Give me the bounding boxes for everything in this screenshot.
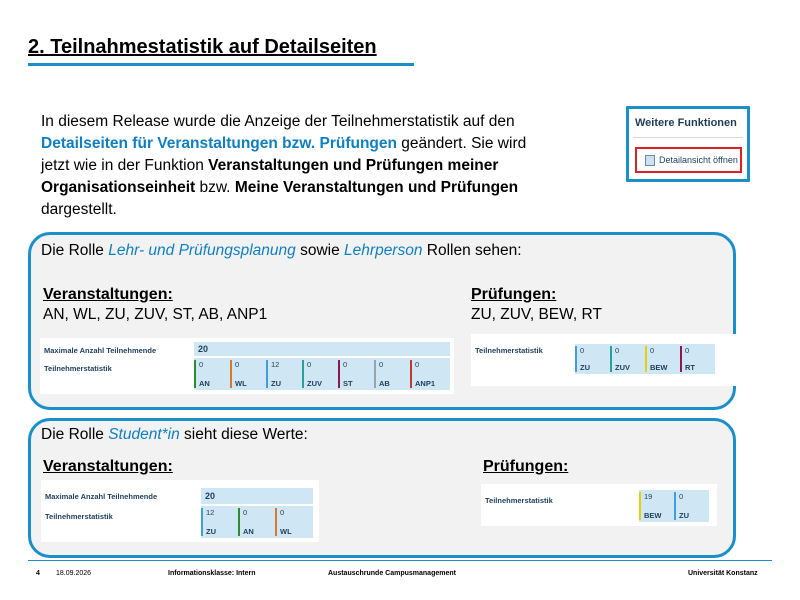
stat-value: 0 (199, 360, 204, 369)
stat-value: 0 (415, 360, 420, 369)
stat-cell-an (238, 506, 275, 538)
stat-color-bar (374, 360, 376, 388)
stat-code: ZU (271, 379, 281, 388)
stat-code: ZUV (615, 363, 630, 372)
max-participants-value: 20 (198, 344, 209, 354)
stat-color-bar (680, 346, 682, 372)
stat-color-bar (410, 360, 412, 388)
stat-value: 0 (685, 346, 690, 355)
intro-line-1: In diesem Release wurde die Anzeige der Teilnehmerstatistik auf den (41, 113, 515, 130)
stat-color-bar (266, 360, 268, 388)
role-text: Die Rolle (41, 426, 109, 443)
stat-cell-st (338, 358, 374, 390)
stat-color-bar (275, 508, 277, 536)
pruefung-stat-card (481, 484, 717, 526)
role-sentence (41, 242, 522, 260)
stat-code: ST (343, 379, 353, 388)
detailansicht-label: Detailansicht öffnen (659, 155, 738, 165)
pruefungen-codes: ZU, ZUV, BEW, RT (471, 306, 602, 323)
title-underline (28, 63, 414, 66)
veranstaltungen-heading: Veranstaltungen: (43, 286, 173, 303)
stat-value: 19 (644, 492, 653, 501)
stat-code: ZU (580, 363, 590, 372)
pruefungen-heading: Prüfungen: (471, 286, 557, 303)
role-name-lehrperson: Lehrperson (344, 242, 423, 259)
stat-color-bar (238, 508, 240, 536)
stat-cell-wl (275, 506, 312, 538)
role-name-planung: Lehr- und Prüfungsplanung (108, 242, 296, 259)
participant-stats-cells (194, 358, 450, 390)
stat-value: 12 (206, 508, 215, 517)
stat-color-bar (201, 508, 203, 536)
stat-value: 0 (243, 508, 248, 517)
stat-code: ZU (206, 527, 216, 536)
stat-color-bar (194, 360, 196, 388)
stat-color-bar (674, 492, 676, 520)
participant-stats-label: Teilnehmerstatistik (475, 346, 543, 355)
stat-cell-rt (680, 344, 715, 374)
role-panel-student (28, 418, 736, 558)
participant-stats-cells (201, 506, 313, 538)
stat-color-bar (575, 346, 577, 372)
page-number: 4 (36, 570, 40, 577)
stat-code: AN (243, 527, 254, 536)
stat-color-bar (610, 346, 612, 372)
stat-color-bar (338, 360, 340, 388)
weitere-funktionen-panel (626, 106, 750, 182)
stat-code: BEW (650, 363, 668, 372)
max-participants-label: Maximale Anzahl Teilnehmende (44, 346, 157, 355)
role-text: sowie (295, 242, 345, 259)
veranstaltungen-heading: Veranstaltungen: (43, 458, 173, 475)
max-participants-cell (194, 342, 450, 356)
stat-cell-zuv (302, 358, 338, 390)
stat-cell-bew (645, 344, 680, 374)
intro-connector: bzw. (195, 179, 235, 196)
intro-function-1b: Organisationseinheit (41, 179, 196, 196)
stat-code: WL (280, 527, 292, 536)
intro-paragraph (41, 111, 611, 221)
stat-value: 0 (650, 346, 655, 355)
pruefungen-heading: Prüfungen: (483, 458, 569, 475)
footer-event: Austauschrunde Campusmanagement (328, 570, 456, 577)
detailansicht-button[interactable] (635, 147, 742, 173)
veranstaltung-stat-card (41, 480, 319, 542)
stat-code: WL (235, 379, 247, 388)
stat-value: 0 (307, 360, 312, 369)
weitere-funktionen-title: Weitere Funktionen (635, 117, 737, 129)
stat-code: AB (379, 379, 390, 388)
divider (633, 137, 743, 138)
role-sentence (41, 426, 308, 444)
role-panel-lehrperson (28, 232, 736, 410)
stat-value: 0 (580, 346, 585, 355)
stat-value: 0 (343, 360, 348, 369)
footer-divider (28, 560, 772, 561)
participant-stats-label: Teilnehmerstatistik (45, 512, 113, 521)
stat-color-bar (645, 346, 647, 372)
stat-value: 0 (679, 492, 684, 501)
intro-line-2: geändert. Sie wird (396, 135, 527, 152)
stat-code: RT (685, 363, 695, 372)
footer-date: 18.09.2026 (56, 570, 92, 577)
role-text: sieht diese Werte: (179, 426, 308, 443)
stat-value: 0 (379, 360, 384, 369)
stat-color-bar (230, 360, 232, 388)
stat-cell-bew (639, 490, 674, 522)
stat-value: 0 (280, 508, 285, 517)
participant-stats-label: Teilnehmerstatistik (485, 496, 553, 505)
participant-stats-cells (639, 490, 709, 522)
intro-function-2: Meine Veranstaltungen und Prüfungen (234, 179, 519, 196)
veranstaltung-stat-card (40, 338, 454, 394)
stat-value: 12 (271, 360, 280, 369)
intro-line-5: dargestellt. (41, 201, 117, 218)
detail-view-icon (645, 155, 655, 166)
stat-cell-ab (374, 358, 410, 390)
stat-color-bar (302, 360, 304, 388)
stat-code: ZUV (307, 379, 322, 388)
stat-cell-zu (266, 358, 302, 390)
footer-organization: Universität Konstanz (688, 570, 758, 577)
stat-cell-anp1 (410, 358, 446, 390)
veranstaltungen-codes: AN, WL, ZU, ZUV, ST, AB, ANP1 (43, 306, 268, 323)
role-name-student: Student*in (108, 426, 180, 443)
role-text: Rollen sehen: (422, 242, 522, 259)
stat-code: ANP1 (415, 379, 436, 388)
page-title: 2. Teilnahmestatistik auf Detailseiten (28, 36, 377, 58)
stat-cell-zu (201, 506, 238, 538)
stat-cell-an (194, 358, 230, 390)
participant-stats-cells (575, 344, 715, 374)
pruefung-stat-card (471, 334, 743, 386)
max-participants-cell (201, 488, 313, 504)
intro-function-1a: Veranstaltungen und Prüfungen meiner (208, 157, 499, 174)
stat-value: 0 (235, 360, 240, 369)
stat-cell-zu (674, 490, 709, 522)
stat-color-bar (639, 492, 641, 520)
intro-highlight: Detailseiten für Veranstaltungen bzw. Prüfungen (41, 135, 397, 152)
stat-code: AN (199, 379, 210, 388)
stat-code: ZU (679, 511, 689, 520)
stat-value: 0 (615, 346, 620, 355)
max-participants-label: Maximale Anzahl Teilnehmende (45, 492, 158, 501)
participant-stats-label: Teilnehmerstatistik (44, 364, 112, 373)
intro-line-3: jetzt wie in der Funktion (41, 157, 209, 174)
max-participants-value: 20 (205, 491, 216, 501)
role-text: Die Rolle (41, 242, 109, 259)
footer-classification: Informationsklasse: Intern (168, 570, 256, 577)
stat-cell-zu (575, 344, 610, 374)
stat-code: BEW (644, 511, 662, 520)
stat-cell-zuv (610, 344, 645, 374)
stat-cell-wl (230, 358, 266, 390)
